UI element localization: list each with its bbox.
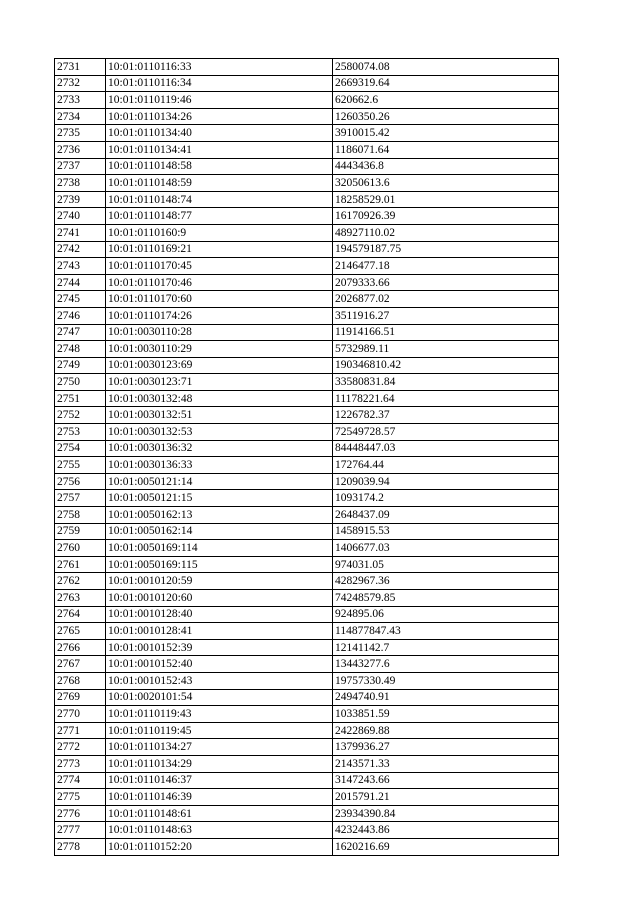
cadastral-number-cell: 10:01:0030110:29 — [106, 341, 333, 358]
cadastral-number-cell: 10:01:0110148:61 — [106, 805, 333, 822]
value-cell: 2422869.88 — [333, 722, 559, 739]
table-row — [55, 175, 559, 192]
table-row — [55, 258, 559, 275]
table-row — [55, 805, 559, 822]
table-row — [55, 208, 559, 225]
value-cell: 5732989.11 — [333, 341, 559, 358]
value-cell: 172764.44 — [333, 457, 559, 474]
cadastral-number-cell: 10:01:0110170:46 — [106, 274, 333, 291]
data-table — [54, 58, 559, 856]
value-cell: 2580074.08 — [333, 59, 559, 76]
table-row — [55, 125, 559, 142]
table-row — [55, 606, 559, 623]
row-number-cell: 2769 — [55, 689, 106, 706]
value-cell: 13443277.6 — [333, 656, 559, 673]
table-row — [55, 241, 559, 258]
row-number-cell: 2740 — [55, 208, 106, 225]
value-cell: 3910015.42 — [333, 125, 559, 142]
table-row — [55, 590, 559, 607]
cadastral-number-cell: 10:01:0110148:63 — [106, 822, 333, 839]
row-number-cell: 2735 — [55, 125, 106, 142]
value-cell: 1458915.53 — [333, 523, 559, 540]
row-number-cell: 2741 — [55, 224, 106, 241]
table-row — [55, 706, 559, 723]
row-number-cell: 2739 — [55, 191, 106, 208]
table-row — [55, 672, 559, 689]
row-number-cell: 2765 — [55, 623, 106, 640]
value-cell: 3147243.66 — [333, 772, 559, 789]
cadastral-number-cell: 10:01:0110148:77 — [106, 208, 333, 225]
row-number-cell: 2774 — [55, 772, 106, 789]
row-number-cell: 2758 — [55, 507, 106, 524]
value-cell: 1209039.94 — [333, 473, 559, 490]
row-number-cell: 2773 — [55, 755, 106, 772]
row-number-cell: 2760 — [55, 540, 106, 557]
row-number-cell: 2742 — [55, 241, 106, 258]
row-number-cell: 2747 — [55, 324, 106, 341]
table-row — [55, 755, 559, 772]
table-body — [55, 59, 559, 856]
cadastral-number-cell: 10:01:0010152:43 — [106, 672, 333, 689]
cadastral-number-cell: 10:01:0030123:69 — [106, 357, 333, 374]
value-cell: 74248579.85 — [333, 590, 559, 607]
row-number-cell: 2770 — [55, 706, 106, 723]
value-cell: 4443436.8 — [333, 158, 559, 175]
cadastral-number-cell: 10:01:0110146:39 — [106, 789, 333, 806]
row-number-cell: 2767 — [55, 656, 106, 673]
cadastral-number-cell: 10:01:0110134:27 — [106, 739, 333, 756]
value-cell: 974031.05 — [333, 556, 559, 573]
cadastral-number-cell: 10:01:0010120:60 — [106, 590, 333, 607]
table-row — [55, 324, 559, 341]
value-cell: 18258529.01 — [333, 191, 559, 208]
row-number-cell: 2756 — [55, 473, 106, 490]
cadastral-number-cell: 10:01:0110146:37 — [106, 772, 333, 789]
cadastral-number-cell: 10:01:0110152:20 — [106, 838, 333, 855]
value-cell: 4232443.86 — [333, 822, 559, 839]
cadastral-number-cell: 10:01:0030110:28 — [106, 324, 333, 341]
row-number-cell: 2777 — [55, 822, 106, 839]
row-number-cell: 2754 — [55, 440, 106, 457]
cadastral-number-cell: 10:01:0010128:40 — [106, 606, 333, 623]
row-number-cell: 2744 — [55, 274, 106, 291]
row-number-cell: 2775 — [55, 789, 106, 806]
value-cell: 2146477.18 — [333, 258, 559, 275]
table-row — [55, 307, 559, 324]
value-cell: 2648437.09 — [333, 507, 559, 524]
cadastral-number-cell: 10:01:0030123:71 — [106, 374, 333, 391]
value-cell: 19757330.49 — [333, 672, 559, 689]
value-cell: 1033851.59 — [333, 706, 559, 723]
row-number-cell: 2745 — [55, 291, 106, 308]
value-cell: 84448447.03 — [333, 440, 559, 457]
cadastral-number-cell: 10:01:0050162:14 — [106, 523, 333, 540]
value-cell: 1620216.69 — [333, 838, 559, 855]
row-number-cell: 2750 — [55, 374, 106, 391]
table-row — [55, 722, 559, 739]
row-number-cell: 2731 — [55, 59, 106, 76]
value-cell: 11914166.51 — [333, 324, 559, 341]
table-row — [55, 92, 559, 109]
row-number-cell: 2736 — [55, 141, 106, 158]
value-cell: 114877847.43 — [333, 623, 559, 640]
table-row — [55, 490, 559, 507]
value-cell: 1379936.27 — [333, 739, 559, 756]
value-cell: 2669319.64 — [333, 75, 559, 92]
cadastral-number-cell: 10:01:0110169:21 — [106, 241, 333, 258]
table-row — [55, 457, 559, 474]
cadastral-number-cell: 10:01:0010152:40 — [106, 656, 333, 673]
table-row — [55, 108, 559, 125]
table-row — [55, 59, 559, 76]
table-row — [55, 75, 559, 92]
cadastral-number-cell: 10:01:0050121:14 — [106, 473, 333, 490]
cadastral-number-cell: 10:01:0030132:51 — [106, 407, 333, 424]
row-number-cell: 2761 — [55, 556, 106, 573]
cadastral-number-cell: 10:01:0110119:43 — [106, 706, 333, 723]
cadastral-number-cell: 10:01:0110116:34 — [106, 75, 333, 92]
row-number-cell: 2771 — [55, 722, 106, 739]
value-cell: 12141142.7 — [333, 639, 559, 656]
cadastral-number-cell: 10:01:0110148:59 — [106, 175, 333, 192]
value-cell: 3511916.27 — [333, 307, 559, 324]
value-cell: 11178221.64 — [333, 390, 559, 407]
row-number-cell: 2743 — [55, 258, 106, 275]
table-row — [55, 739, 559, 756]
row-number-cell: 2749 — [55, 357, 106, 374]
table-row — [55, 573, 559, 590]
cadastral-number-cell: 10:01:0110134:41 — [106, 141, 333, 158]
value-cell: 1093174.2 — [333, 490, 559, 507]
table-row — [55, 158, 559, 175]
table-row — [55, 341, 559, 358]
cadastral-number-cell: 10:01:0110170:45 — [106, 258, 333, 275]
table-row — [55, 507, 559, 524]
row-number-cell: 2748 — [55, 341, 106, 358]
cadastral-number-cell: 10:01:0110170:60 — [106, 291, 333, 308]
cadastral-number-cell: 10:01:0110134:26 — [106, 108, 333, 125]
table-row — [55, 838, 559, 855]
table-row — [55, 440, 559, 457]
cadastral-number-cell: 10:01:0010128:41 — [106, 623, 333, 640]
cadastral-number-cell: 10:01:0110160:9 — [106, 224, 333, 241]
cadastral-number-cell: 10:01:0030132:53 — [106, 424, 333, 441]
cadastral-number-cell: 10:01:0020101:54 — [106, 689, 333, 706]
cadastral-number-cell: 10:01:0110148:74 — [106, 191, 333, 208]
table-row — [55, 374, 559, 391]
value-cell: 2494740.91 — [333, 689, 559, 706]
table-row — [55, 639, 559, 656]
row-number-cell: 2755 — [55, 457, 106, 474]
table-row — [55, 772, 559, 789]
table-row — [55, 274, 559, 291]
value-cell: 2015791.21 — [333, 789, 559, 806]
cadastral-number-cell: 10:01:0050169:115 — [106, 556, 333, 573]
table-row — [55, 556, 559, 573]
cadastral-number-cell: 10:01:0050169:114 — [106, 540, 333, 557]
row-number-cell: 2737 — [55, 158, 106, 175]
table-row — [55, 390, 559, 407]
row-number-cell: 2733 — [55, 92, 106, 109]
table-row — [55, 789, 559, 806]
cadastral-number-cell: 10:01:0030132:48 — [106, 390, 333, 407]
cadastral-number-cell: 10:01:0050162:13 — [106, 507, 333, 524]
value-cell: 1186071.64 — [333, 141, 559, 158]
row-number-cell: 2752 — [55, 407, 106, 424]
row-number-cell: 2738 — [55, 175, 106, 192]
cadastral-number-cell: 10:01:0110119:45 — [106, 722, 333, 739]
value-cell: 190346810.42 — [333, 357, 559, 374]
cadastral-number-cell: 10:01:0110134:40 — [106, 125, 333, 142]
cadastral-number-cell: 10:01:0110148:58 — [106, 158, 333, 175]
table-row — [55, 424, 559, 441]
row-number-cell: 2764 — [55, 606, 106, 623]
row-number-cell: 2746 — [55, 307, 106, 324]
value-cell: 2143571.33 — [333, 755, 559, 772]
cadastral-number-cell: 10:01:0110134:29 — [106, 755, 333, 772]
table-row — [55, 656, 559, 673]
value-cell: 4282967.36 — [333, 573, 559, 590]
cadastral-number-cell: 10:01:0010152:39 — [106, 639, 333, 656]
value-cell: 2026877.02 — [333, 291, 559, 308]
value-cell: 33580831.84 — [333, 374, 559, 391]
table-row — [55, 141, 559, 158]
cadastral-number-cell: 10:01:0010120:59 — [106, 573, 333, 590]
value-cell: 1406677.03 — [333, 540, 559, 557]
table-row — [55, 523, 559, 540]
table-row — [55, 822, 559, 839]
value-cell: 924895.06 — [333, 606, 559, 623]
cadastral-number-cell: 10:01:0050121:15 — [106, 490, 333, 507]
table-row — [55, 689, 559, 706]
table-row — [55, 191, 559, 208]
cadastral-number-cell: 10:01:0110174:26 — [106, 307, 333, 324]
table-row — [55, 473, 559, 490]
cadastral-number-cell: 10:01:0030136:32 — [106, 440, 333, 457]
value-cell: 1260350.26 — [333, 108, 559, 125]
table-row — [55, 224, 559, 241]
value-cell: 1226782.37 — [333, 407, 559, 424]
row-number-cell: 2762 — [55, 573, 106, 590]
value-cell: 620662.6 — [333, 92, 559, 109]
value-cell: 32050613.6 — [333, 175, 559, 192]
cadastral-number-cell: 10:01:0110116:33 — [106, 59, 333, 76]
cadastral-number-cell: 10:01:0110119:46 — [106, 92, 333, 109]
value-cell: 23934390.84 — [333, 805, 559, 822]
row-number-cell: 2776 — [55, 805, 106, 822]
value-cell: 194579187.75 — [333, 241, 559, 258]
value-cell: 48927110.02 — [333, 224, 559, 241]
row-number-cell: 2759 — [55, 523, 106, 540]
value-cell: 72549728.57 — [333, 424, 559, 441]
table-row — [55, 357, 559, 374]
value-cell: 16170926.39 — [333, 208, 559, 225]
row-number-cell: 2757 — [55, 490, 106, 507]
row-number-cell: 2734 — [55, 108, 106, 125]
table-row — [55, 407, 559, 424]
row-number-cell: 2778 — [55, 838, 106, 855]
row-number-cell: 2763 — [55, 590, 106, 607]
row-number-cell: 2732 — [55, 75, 106, 92]
table-row — [55, 540, 559, 557]
row-number-cell: 2753 — [55, 424, 106, 441]
row-number-cell: 2751 — [55, 390, 106, 407]
table-row — [55, 291, 559, 308]
row-number-cell: 2766 — [55, 639, 106, 656]
table-row — [55, 623, 559, 640]
cadastral-number-cell: 10:01:0030136:33 — [106, 457, 333, 474]
value-cell: 2079333.66 — [333, 274, 559, 291]
row-number-cell: 2772 — [55, 739, 106, 756]
row-number-cell: 2768 — [55, 672, 106, 689]
